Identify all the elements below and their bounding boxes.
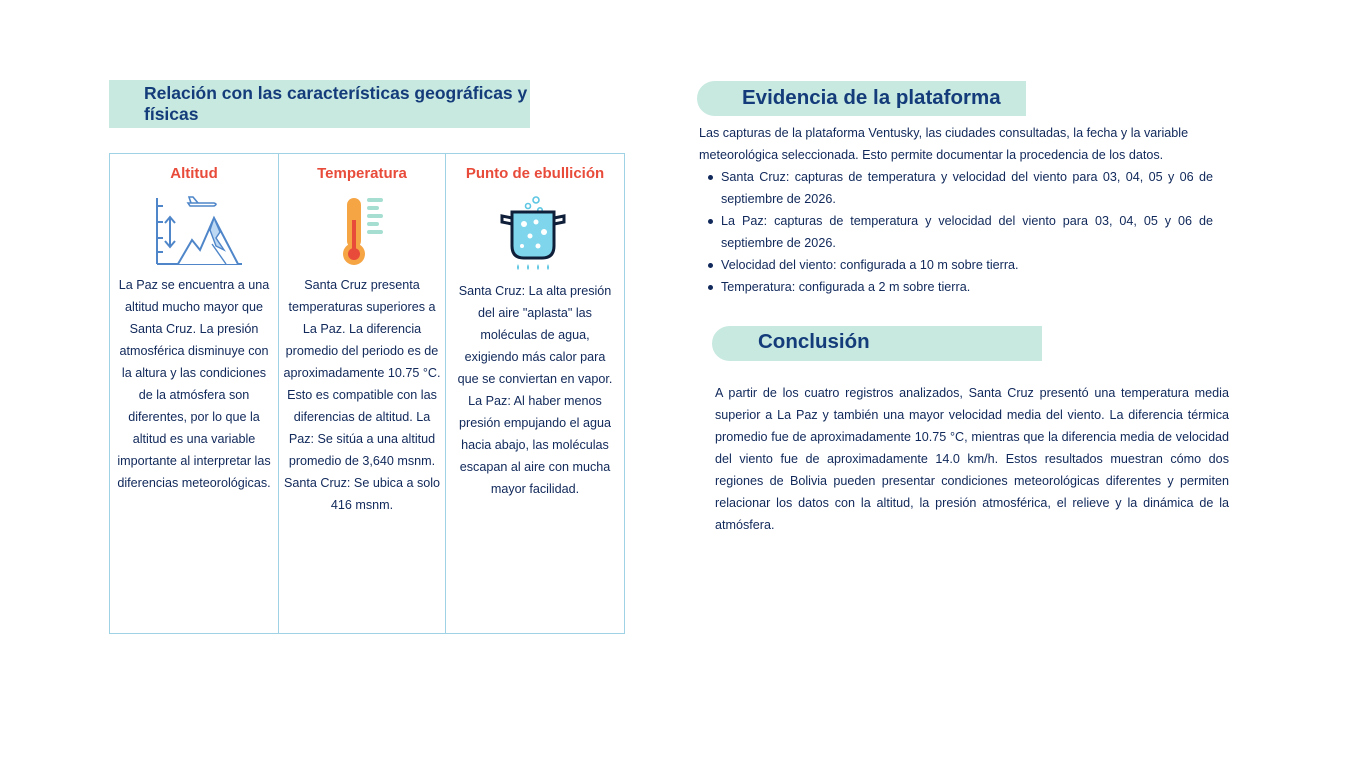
column-title-temperatura: Temperatura: [317, 165, 407, 182]
features-table: [109, 153, 625, 634]
section-title-conclusion: Conclusión: [712, 326, 1042, 361]
section-title-geography: Relación con las características geográficas y físicas: [109, 80, 530, 128]
column-title-altitud: Altitud: [170, 165, 218, 182]
conclusion-text: A partir de los cuatro registros analizados, Santa Cruz presentó una temperatura media superior a La Paz y también una mayor velocidad media del viento. La diferencia térmica promedio fue de aproximadamente 10.75 °C, mientras que la diferencia media de velocidad del viento fue de aproximadamente 14.0 km/h. Estos resultados muestran cómo dos regiones de Bolivia pueden presentar condiciones meteorológicas diferentes y permiten relacionar los datos con la altitud, la presión atmosférica, el relieve y la dinámica de la atmósfera.: [715, 386, 1229, 532]
column-ebullicion: [445, 154, 624, 633]
column-text-temperatura: Santa Cruz presenta temperaturas superiores a La Paz. La diferencia promedio del periodo es de aproximadamente 10.75 °C. Esto es compatible con las diferencias de altitud. La Paz: Se sitúa a una altitud promedio de 3,640 msnm. Santa Cruz: Se ubica a solo 416 msnm.: [283, 278, 441, 512]
section-title-evidence: Evidencia de la plataforma: [697, 81, 1026, 116]
column-text-ebullicion: Santa Cruz: La alta presión del aire "aplasta" las moléculas de agua, exigiendo más calor para que se conviertan en vapor. La Paz: Al haber menos presión empujando el agua hacia abajo, las moléculas escapan al aire con mucha mayor facilidad.: [457, 284, 613, 496]
thermometer-icon: [339, 194, 389, 268]
column-title-ebullicion: Punto de ebullición: [465, 165, 605, 182]
boiling-pot-icon: [492, 194, 574, 274]
list-item: La Paz: capturas de temperatura y velocidad del viento para 03, 04, 05 y 06 de septiembre de 2026.: [721, 210, 1213, 254]
evidence-intro: Las capturas de la plataforma Ventusky, las ciudades consultadas, la fecha y la variable meteorológica seleccionada. Esto permite documentar la procedencia de los datos.: [699, 126, 1189, 162]
list-item: Santa Cruz: capturas de temperatura y velocidad del viento para 03, 04, 05 y 06 de septiembre de 2026.: [721, 166, 1213, 210]
list-item: Velocidad del viento: configurada a 10 m sobre tierra.: [721, 254, 1213, 276]
mountain-altitude-icon: [154, 194, 244, 268]
list-item: Temperatura: configurada a 2 m sobre tierra.: [721, 276, 1213, 298]
column-text-altitud: La Paz se encuentra a una altitud mucho mayor que Santa Cruz. La presión atmosférica disminuye con la altura y las condiciones de la atmósfera son diferentes, por lo que la altitud es una variable importante al interpretar las diferencias meteorológicas.: [117, 278, 271, 490]
evidence-list: [721, 166, 1213, 298]
column-temperatura: [278, 154, 445, 633]
column-altitud: [110, 154, 278, 633]
